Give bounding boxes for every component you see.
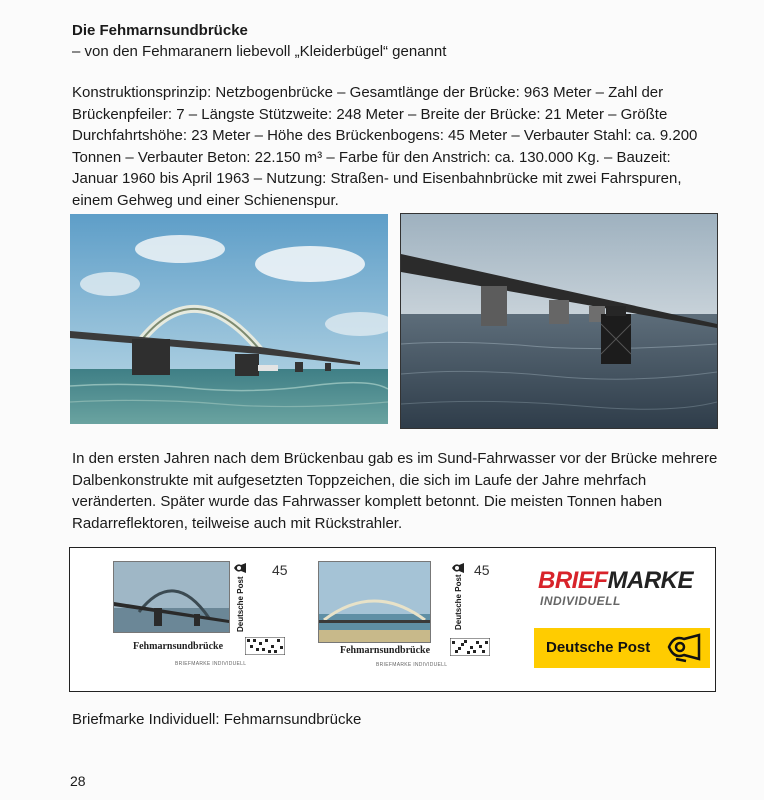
history-line: Dalbenkonstrukte mit aufgesetzten Toppzeichen, die sich im Laufe der Jahre mehrfach [72, 471, 647, 489]
specs-paragraph [72, 82, 722, 211]
dp-logo-label: Deutsche Post [546, 639, 651, 656]
datamatrix-code [450, 638, 490, 656]
specs-line: Januar 1960 bis April 1963 – Nutzung: Straßen- und Eisenbahnbrücke mit zwei Fahrspuren, [72, 170, 682, 187]
specs-line: Konstruktionsprinzip: Netzbogenbrücke – Gesamtlänge der Brücke: 963 Meter – Zahl der [72, 84, 664, 101]
stamp-provider: Deutsche Post [454, 574, 463, 630]
stamp-caption: Fehmarnsundbrücke [133, 641, 224, 652]
stamp-image [318, 561, 431, 643]
page-title: Die Fehmarnsundbrücke [72, 22, 248, 39]
history-line: In den ersten Jahren nach dem Brückenbau gab es im Sund-Fahrwasser vor der Brücke mehrere [72, 450, 718, 467]
datamatrix-code [245, 637, 285, 655]
stamp-value: 45 [272, 562, 288, 578]
post-horn-icon [451, 562, 465, 574]
bridge-photo-arch [70, 214, 388, 424]
specs-line: Durchfahrtshöhe: 23 Meter – Höhe des Brückenbogens: 45 Meter – Verbauter Stahl: ca. 9.200 [72, 127, 698, 144]
stamp-caption-text: Briefmarke Individuell: Fehmarnsundbrücke [72, 711, 362, 728]
stamp-value: 45 [474, 562, 490, 578]
stamp-footer: BRIEFMARKE INDIVIDUELL [175, 661, 247, 667]
specs-line: Brückenpfeiler: 7 – Längste Stützweite: 248 Meter – Breite der Brücke: 21 Meter – Größte [72, 105, 668, 123]
logo-red-part: BRIEF [538, 567, 608, 594]
stamp-footer: BRIEFMARKE INDIVIDUELL [376, 662, 448, 668]
bridge-photo-piers [400, 213, 718, 429]
history-paragraph [72, 448, 732, 534]
deutsche-post-logo [534, 628, 710, 668]
logo-dark-part: MARKE [607, 567, 693, 594]
stamp-provider: Deutsche Post [236, 576, 245, 632]
history-line: veränderten. Später wurde das Fahrwasser komplett betonnt. Die meisten Tonnen haben [72, 493, 663, 510]
stamp-image [113, 561, 230, 633]
stamp-caption: Fehmarnsundbrücke [340, 645, 431, 656]
history-line: Radarreflektoren, teilweise auch mit Rückstrahler. [72, 514, 403, 532]
page-number: 28 [70, 773, 86, 789]
briefmarke-logo-sub: INDIVIDUELL [540, 594, 621, 608]
specs-line: Tonnen – Verbauter Beton: 22.150 m³ – Farbe für den Anstrich: ca. 130.000 Kg. – Bauzeit: [72, 148, 671, 166]
specs-line: einem Gehweg und einer Schienenspur. [72, 191, 339, 209]
briefmarke-logo [538, 567, 693, 595]
post-horn-icon [233, 562, 247, 574]
post-horn-icon [666, 633, 702, 663]
page-subtitle: – von den Fehmaranern liebevoll „Kleiderbügel“ genannt [72, 43, 447, 60]
